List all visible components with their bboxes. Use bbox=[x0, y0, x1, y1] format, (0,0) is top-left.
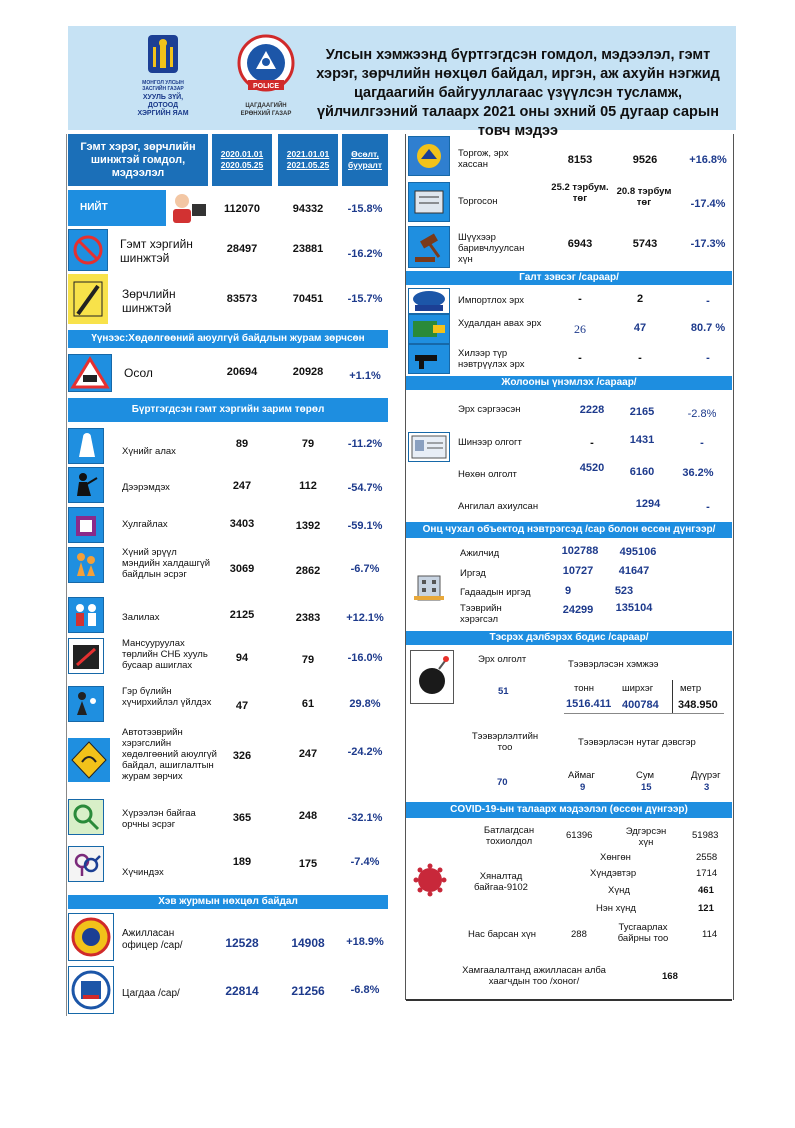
crime-type-v2: 61 bbox=[301, 698, 315, 710]
explosives-meter-value: 348.950 bbox=[678, 699, 718, 711]
covid-hosp-label: Хяналтад байгаа-9102 bbox=[474, 871, 528, 893]
explosives-transports-value: 70 bbox=[497, 777, 508, 788]
covid-staff-label: Хамгаалалтанд ажилласан алба хаагчдын тоо /хоног/ bbox=[462, 965, 606, 987]
crime-type-v1: 365 bbox=[232, 812, 252, 824]
explosives-pcs-label: ширхэг bbox=[622, 683, 654, 694]
order-section-header bbox=[68, 895, 388, 909]
crime-type-v1: 326 bbox=[232, 750, 252, 762]
crime-v2: 23881 bbox=[292, 243, 324, 255]
accident-v1: 20694 bbox=[226, 366, 258, 378]
crime-type-pct: -54.7% bbox=[347, 482, 383, 494]
license-label: Шинээр олгогт bbox=[458, 437, 522, 448]
right-top-v2: 5743 bbox=[632, 238, 658, 250]
license-pct: 36.2% bbox=[682, 467, 714, 479]
fraud-icon bbox=[68, 597, 104, 633]
ministry-caption-1: МОНГОЛ УЛСЫН ЗАСГИЙН ГАЗАР bbox=[142, 80, 184, 92]
order-v2: 21256 bbox=[291, 984, 325, 998]
explosives-aimag-label: Аймаг bbox=[568, 770, 595, 781]
license-v2: 1294 bbox=[635, 498, 661, 510]
objects-v2: 495106 bbox=[619, 546, 657, 558]
explosives-pcs-value: 400784 bbox=[622, 699, 659, 711]
crime-type-label: Залилах bbox=[122, 612, 160, 623]
crime-type-v1: 47 bbox=[235, 700, 249, 712]
firearms-pct: - bbox=[706, 295, 710, 307]
explosives-sum-label: Сум bbox=[636, 770, 655, 781]
driver-license-icon bbox=[408, 432, 450, 462]
crime-type-v1: 247 bbox=[232, 480, 252, 492]
explosives-duureg-label: Дүүрэг bbox=[691, 770, 721, 781]
table-head-change bbox=[342, 134, 388, 186]
objects-v1: 24299 bbox=[562, 604, 594, 616]
domestic-violence-icon bbox=[68, 686, 104, 722]
explosives-transports-label: Тээвэрлэлтийн тоо bbox=[471, 731, 539, 753]
license-pct: - bbox=[706, 501, 710, 513]
crime-type-pct: -16.0% bbox=[347, 652, 383, 664]
explosives-meter-label: метр bbox=[680, 683, 702, 694]
operator-icon bbox=[166, 190, 208, 226]
covid-isolation-label: Тусгаарлах байрны тоо bbox=[617, 922, 669, 944]
crime-type-label: Гэр бүлийн хүчирхийлэл үйлдэх bbox=[122, 686, 212, 708]
drugs-icon bbox=[68, 638, 104, 674]
explosives-permit-value: 51 bbox=[498, 686, 509, 697]
building-icon bbox=[410, 566, 448, 604]
order-label: Ажилласан офицер /сар/ bbox=[122, 928, 183, 951]
violation-pct: -15.7% bbox=[347, 293, 383, 305]
table-head-period1 bbox=[212, 134, 272, 186]
firearms-section-title: Галт зэвсэг /сараар/ bbox=[519, 272, 619, 283]
crime-type-label: Дээрэмдэх bbox=[122, 482, 170, 493]
license-v2: 6160 bbox=[629, 466, 655, 478]
page-title: Улсын хэмжээнд бүртгэгдсэн гомдол, мэдээлэл, гэмт хэрэг, зөрчлийн нөхцөл байдал, иргэн, аж ахуйн нэгжид цагдаагийн байгууллагаас үзүүлсэн тусламж, үйлчилгээний талаарх 2021 оны эхний 05 дугаар сарын товч мэдээ bbox=[316, 47, 720, 139]
crime-type-label: Мансууруулах төрлийн СНБ хууль бусаар ашиглах bbox=[122, 638, 208, 671]
explosives-aimag-value: 9 bbox=[580, 782, 586, 793]
crime-type-v2: 2383 bbox=[295, 612, 321, 624]
fine-ticket-icon bbox=[408, 182, 450, 222]
crime-type-v2: 2862 bbox=[295, 565, 321, 577]
accident-icon bbox=[68, 354, 112, 392]
crime-type-pct: -6.7% bbox=[350, 563, 380, 575]
traffic-section-title: Үүнээс:Хөдөлгөөний аюулгүй байдлын журам зөрчсөн bbox=[91, 333, 365, 344]
court-gavel-icon bbox=[408, 226, 450, 268]
right-top-v2: 9526 bbox=[632, 154, 658, 166]
firearms-v2: 2 bbox=[636, 293, 644, 305]
covid-moderate-label: Хүндэвтэр bbox=[590, 868, 637, 879]
accident-pct: +1.1% bbox=[349, 370, 381, 382]
crime-type-v1: 89 bbox=[235, 438, 249, 450]
covid-mild-label: Хөнгөн bbox=[600, 852, 631, 863]
firearms-v1: - bbox=[578, 293, 582, 305]
explosives-volume-label: Тээвэрлэсэн хэмжээ bbox=[568, 659, 659, 670]
left-column-border bbox=[66, 134, 67, 1016]
crime-type-pct: -24.2% bbox=[347, 746, 383, 758]
gender-symbols-icon bbox=[68, 846, 104, 882]
murder-icon bbox=[68, 428, 104, 464]
covid-critical-label: Нэн хүнд bbox=[596, 903, 636, 914]
violation-label: Зөрчлийн шинжтэй bbox=[122, 287, 176, 315]
crime-type-label: Хүнийг алах bbox=[122, 446, 176, 457]
order-section-title: Хэв журмын нөхцөл байдал bbox=[158, 896, 298, 907]
covid-section-header bbox=[406, 802, 732, 818]
right-top-label: Шүүхээр баривчлуулсан хүн bbox=[458, 232, 525, 265]
crime-type-pct: -59.1% bbox=[347, 520, 383, 532]
explosives-underline bbox=[564, 713, 724, 714]
explosives-section-title: Тэсрэх дэлбэрэх бодис /сараар/ bbox=[489, 632, 649, 643]
right-top-v1: 6943 bbox=[567, 238, 593, 250]
theft-icon bbox=[68, 507, 104, 543]
covid-confirmed-value: 61396 bbox=[566, 830, 593, 841]
right-top-label: Торгосон bbox=[458, 196, 498, 207]
police-shield-icon bbox=[68, 966, 114, 1014]
health-assault-icon bbox=[68, 547, 104, 583]
crime-type-v2: 79 bbox=[301, 654, 315, 666]
covid-deaths-label: Нас барсан хүн bbox=[468, 929, 536, 940]
objects-section-header bbox=[406, 522, 732, 538]
license-label: Эрх сэргээсэн bbox=[458, 404, 521, 415]
crime-type-pct: 29.8% bbox=[349, 698, 381, 710]
ministry-logo bbox=[134, 33, 192, 118]
total-v1: 112070 bbox=[223, 203, 261, 215]
accident-label: Осол bbox=[124, 366, 153, 380]
order-pct: +18.9% bbox=[346, 936, 384, 948]
firearms-label: Импортлох эрх bbox=[458, 295, 524, 306]
order-v2: 14908 bbox=[291, 936, 325, 950]
crime-type-label: Хүний эрүүл мэндийн халдашгүй байдлын эсрэг bbox=[122, 547, 211, 580]
crime-type-v1: 3069 bbox=[229, 563, 255, 575]
gun-shop-icon bbox=[408, 314, 450, 344]
explosives-ton-value: 1516.411 bbox=[566, 698, 612, 710]
vehicle-safety-icon bbox=[68, 738, 110, 782]
crime-type-v2: 112 bbox=[299, 480, 317, 492]
license-v1: 4520 bbox=[579, 462, 605, 474]
covid-staff-value: 168 bbox=[662, 971, 678, 982]
total-v2: 94332 bbox=[292, 203, 324, 215]
covid-confirmed-label: Батлагдсан тохиолдол bbox=[483, 825, 535, 847]
types-section-header bbox=[68, 398, 388, 422]
order-v1: 22814 bbox=[225, 984, 259, 998]
explosives-sum-value: 15 bbox=[641, 782, 652, 793]
covid-deaths-value: 288 bbox=[571, 929, 587, 940]
firearms-pct: - bbox=[706, 352, 710, 364]
crime-type-v2: 79 bbox=[301, 438, 315, 450]
violation-v1: 83573 bbox=[226, 293, 258, 305]
traffic-section-header bbox=[68, 330, 388, 348]
covid-recovered-value: 51983 bbox=[692, 830, 719, 841]
environment-icon bbox=[68, 799, 104, 835]
crime-v1: 28497 bbox=[226, 243, 258, 255]
crime-type-label: Хүрээлэн байгаа орчны эсрэг bbox=[122, 808, 196, 830]
objects-v2: 41647 bbox=[618, 565, 650, 577]
crime-type-pct: -7.4% bbox=[350, 856, 380, 868]
explosives-divider bbox=[672, 680, 673, 714]
firearms-pct: 80.7 % bbox=[690, 322, 726, 334]
firearms-v2: 47 bbox=[633, 322, 647, 334]
objects-v1: 9 bbox=[564, 585, 572, 597]
bomb-icon bbox=[410, 650, 454, 704]
license-label: Нөхөн олголт bbox=[458, 469, 517, 480]
license-v2: 2165 bbox=[629, 406, 655, 418]
explosives-duureg-value: 3 bbox=[704, 782, 710, 793]
officer-emblem-icon bbox=[68, 913, 114, 961]
explosives-section-header bbox=[406, 631, 732, 645]
firearms-label: Хилээр түр нэвтрүүлэх эрх bbox=[458, 348, 525, 370]
period1-text: 2020.01.01 2020.05.25 bbox=[220, 149, 264, 170]
crime-type-label: Автотээврийн хэрэгслийн хөдөлгөөний аюулгүй байдал, ашиглалтын журам зөрчих bbox=[122, 727, 217, 782]
change-text: Өсөлт, бууралт bbox=[348, 149, 382, 170]
covid-isolation-value: 114 bbox=[702, 929, 718, 940]
covid-severe-value: 461 bbox=[698, 885, 714, 896]
covid-moderate-value: 1714 bbox=[696, 868, 718, 879]
crime-pct: -16.2% bbox=[347, 248, 383, 260]
table-head-category-text: Гэмт хэрэг, зөрчлийн шинжтэй гомдол, мэдээлэл bbox=[80, 140, 196, 179]
fine-officer-icon bbox=[408, 136, 450, 176]
table-head-category bbox=[68, 134, 208, 186]
robbery-icon bbox=[68, 467, 104, 503]
objects-v1: 10727 bbox=[562, 565, 594, 577]
crime-type-pct: -32.1% bbox=[347, 812, 383, 824]
explosives-permit-label: Эрх олголт bbox=[478, 654, 527, 665]
border-gun-icon bbox=[408, 344, 450, 374]
police-badge-icon bbox=[232, 33, 300, 97]
crime-type-v1: 2125 bbox=[229, 609, 255, 621]
crime-type-v1: 189 bbox=[232, 856, 252, 868]
order-v1: 12528 bbox=[225, 936, 259, 950]
explosives-ton-label: тонн bbox=[574, 683, 595, 694]
firearms-v2: - bbox=[638, 352, 642, 364]
table-head-period2 bbox=[278, 134, 338, 186]
license-section-title: Жолооны үнэмлэх /сараар/ bbox=[501, 377, 637, 388]
firearms-v1: 26 bbox=[574, 322, 586, 336]
objects-v2: 523 bbox=[614, 585, 634, 597]
objects-section-title: Онц чухал объектод нэвтрэгсэд /сар болон өссөн дүнгээр/ bbox=[422, 524, 716, 535]
import-logo-icon bbox=[408, 288, 450, 314]
right-top-label: Торгож, эрх хассан bbox=[458, 148, 509, 170]
crime-type-pct: -11.2% bbox=[347, 438, 383, 450]
license-pct: -2.8% bbox=[687, 408, 717, 420]
police-ribbon-text: POLICE bbox=[252, 83, 280, 90]
virus-icon bbox=[410, 860, 450, 900]
crime-type-label: Хулгайлах bbox=[122, 519, 168, 530]
covid-recovered-label: Эдгэрсэн хүн bbox=[625, 826, 667, 848]
covid-critical-value: 121 bbox=[698, 903, 714, 914]
crime-type-label: Хүчиндэх bbox=[122, 867, 164, 878]
violation-icon bbox=[68, 274, 108, 324]
objects-v1: 102788 bbox=[561, 545, 599, 557]
right-top-v1: 8153 bbox=[567, 154, 593, 166]
license-pct: - bbox=[700, 437, 704, 449]
period2-text: 2021.01.01 2021.05.25 bbox=[286, 149, 330, 170]
types-section-title: Бүртгэгдсэн гэмт хэргийн зарим төрөл bbox=[131, 404, 325, 415]
order-label: Цагдаа /сар/ bbox=[122, 988, 180, 999]
right-top-v1: 25.2 тэрбум. төг bbox=[551, 182, 609, 204]
no-crime-icon bbox=[68, 229, 108, 271]
license-label: Ангилал ахиулсан bbox=[458, 501, 539, 512]
license-v2: 1431 bbox=[629, 434, 655, 446]
crime-type-v2: 1392 bbox=[295, 520, 321, 532]
explosives-area-label: Тээвэрлэсэн нутаг дэвсгэр bbox=[578, 737, 696, 748]
objects-label: Иргэд bbox=[460, 568, 486, 579]
soyombo-emblem-icon bbox=[134, 33, 192, 75]
crime-type-v2: 248 bbox=[298, 810, 318, 822]
objects-v2: 135104 bbox=[615, 602, 653, 614]
right-top-v2: 20.8 тэрбум төг bbox=[616, 186, 672, 208]
bottom-rule bbox=[406, 999, 732, 1001]
firearms-section-header bbox=[406, 271, 732, 285]
right-top-pct: +16.8% bbox=[689, 154, 727, 166]
ministry-caption-2: ХУУЛЬ ЗҮЙ, ДОТООД ХЭРГИЙН ЯАМ bbox=[137, 94, 189, 117]
objects-label: Ажилчид bbox=[460, 548, 500, 559]
right-top-pct: -17.3% bbox=[690, 238, 726, 250]
crime-type-v1: 3403 bbox=[229, 518, 255, 530]
covid-severe-label: Хүнд bbox=[608, 885, 630, 896]
total-label: НИЙТ bbox=[80, 202, 108, 213]
crime-type-v1: 94 bbox=[235, 652, 249, 664]
order-pct: -6.8% bbox=[350, 984, 380, 996]
crime-type-v2: 175 bbox=[298, 858, 318, 870]
firearms-label: Худалдан авах эрх bbox=[458, 318, 542, 329]
accident-v2: 20928 bbox=[292, 366, 324, 378]
license-section-header bbox=[406, 376, 732, 390]
crime-label: Гэмт хэргийн шинжтэй bbox=[120, 237, 193, 265]
covid-mild-value: 2558 bbox=[696, 852, 718, 863]
crime-type-pct: +12.1% bbox=[346, 612, 384, 624]
violation-v2: 70451 bbox=[292, 293, 324, 305]
objects-label: Тээврийн хэрэгсэл bbox=[460, 603, 502, 625]
right-top-pct: -17.4% bbox=[690, 198, 726, 210]
police-logo bbox=[232, 33, 300, 118]
objects-label: Гадаадын иргэд bbox=[460, 587, 531, 598]
covid-section-title: COVID-19-ын талаарх мэдээлэл (өссөн дүнгээр) bbox=[450, 804, 688, 815]
firearms-v1: - bbox=[578, 352, 582, 364]
license-v1: - bbox=[590, 437, 594, 449]
license-v1: 2228 bbox=[579, 404, 605, 416]
crime-type-v2: 247 bbox=[298, 748, 318, 760]
total-pct: -15.8% bbox=[347, 203, 383, 215]
police-caption: ЦАГДААГИЙН ЕРӨНХИЙ ГАЗАР bbox=[240, 103, 292, 117]
